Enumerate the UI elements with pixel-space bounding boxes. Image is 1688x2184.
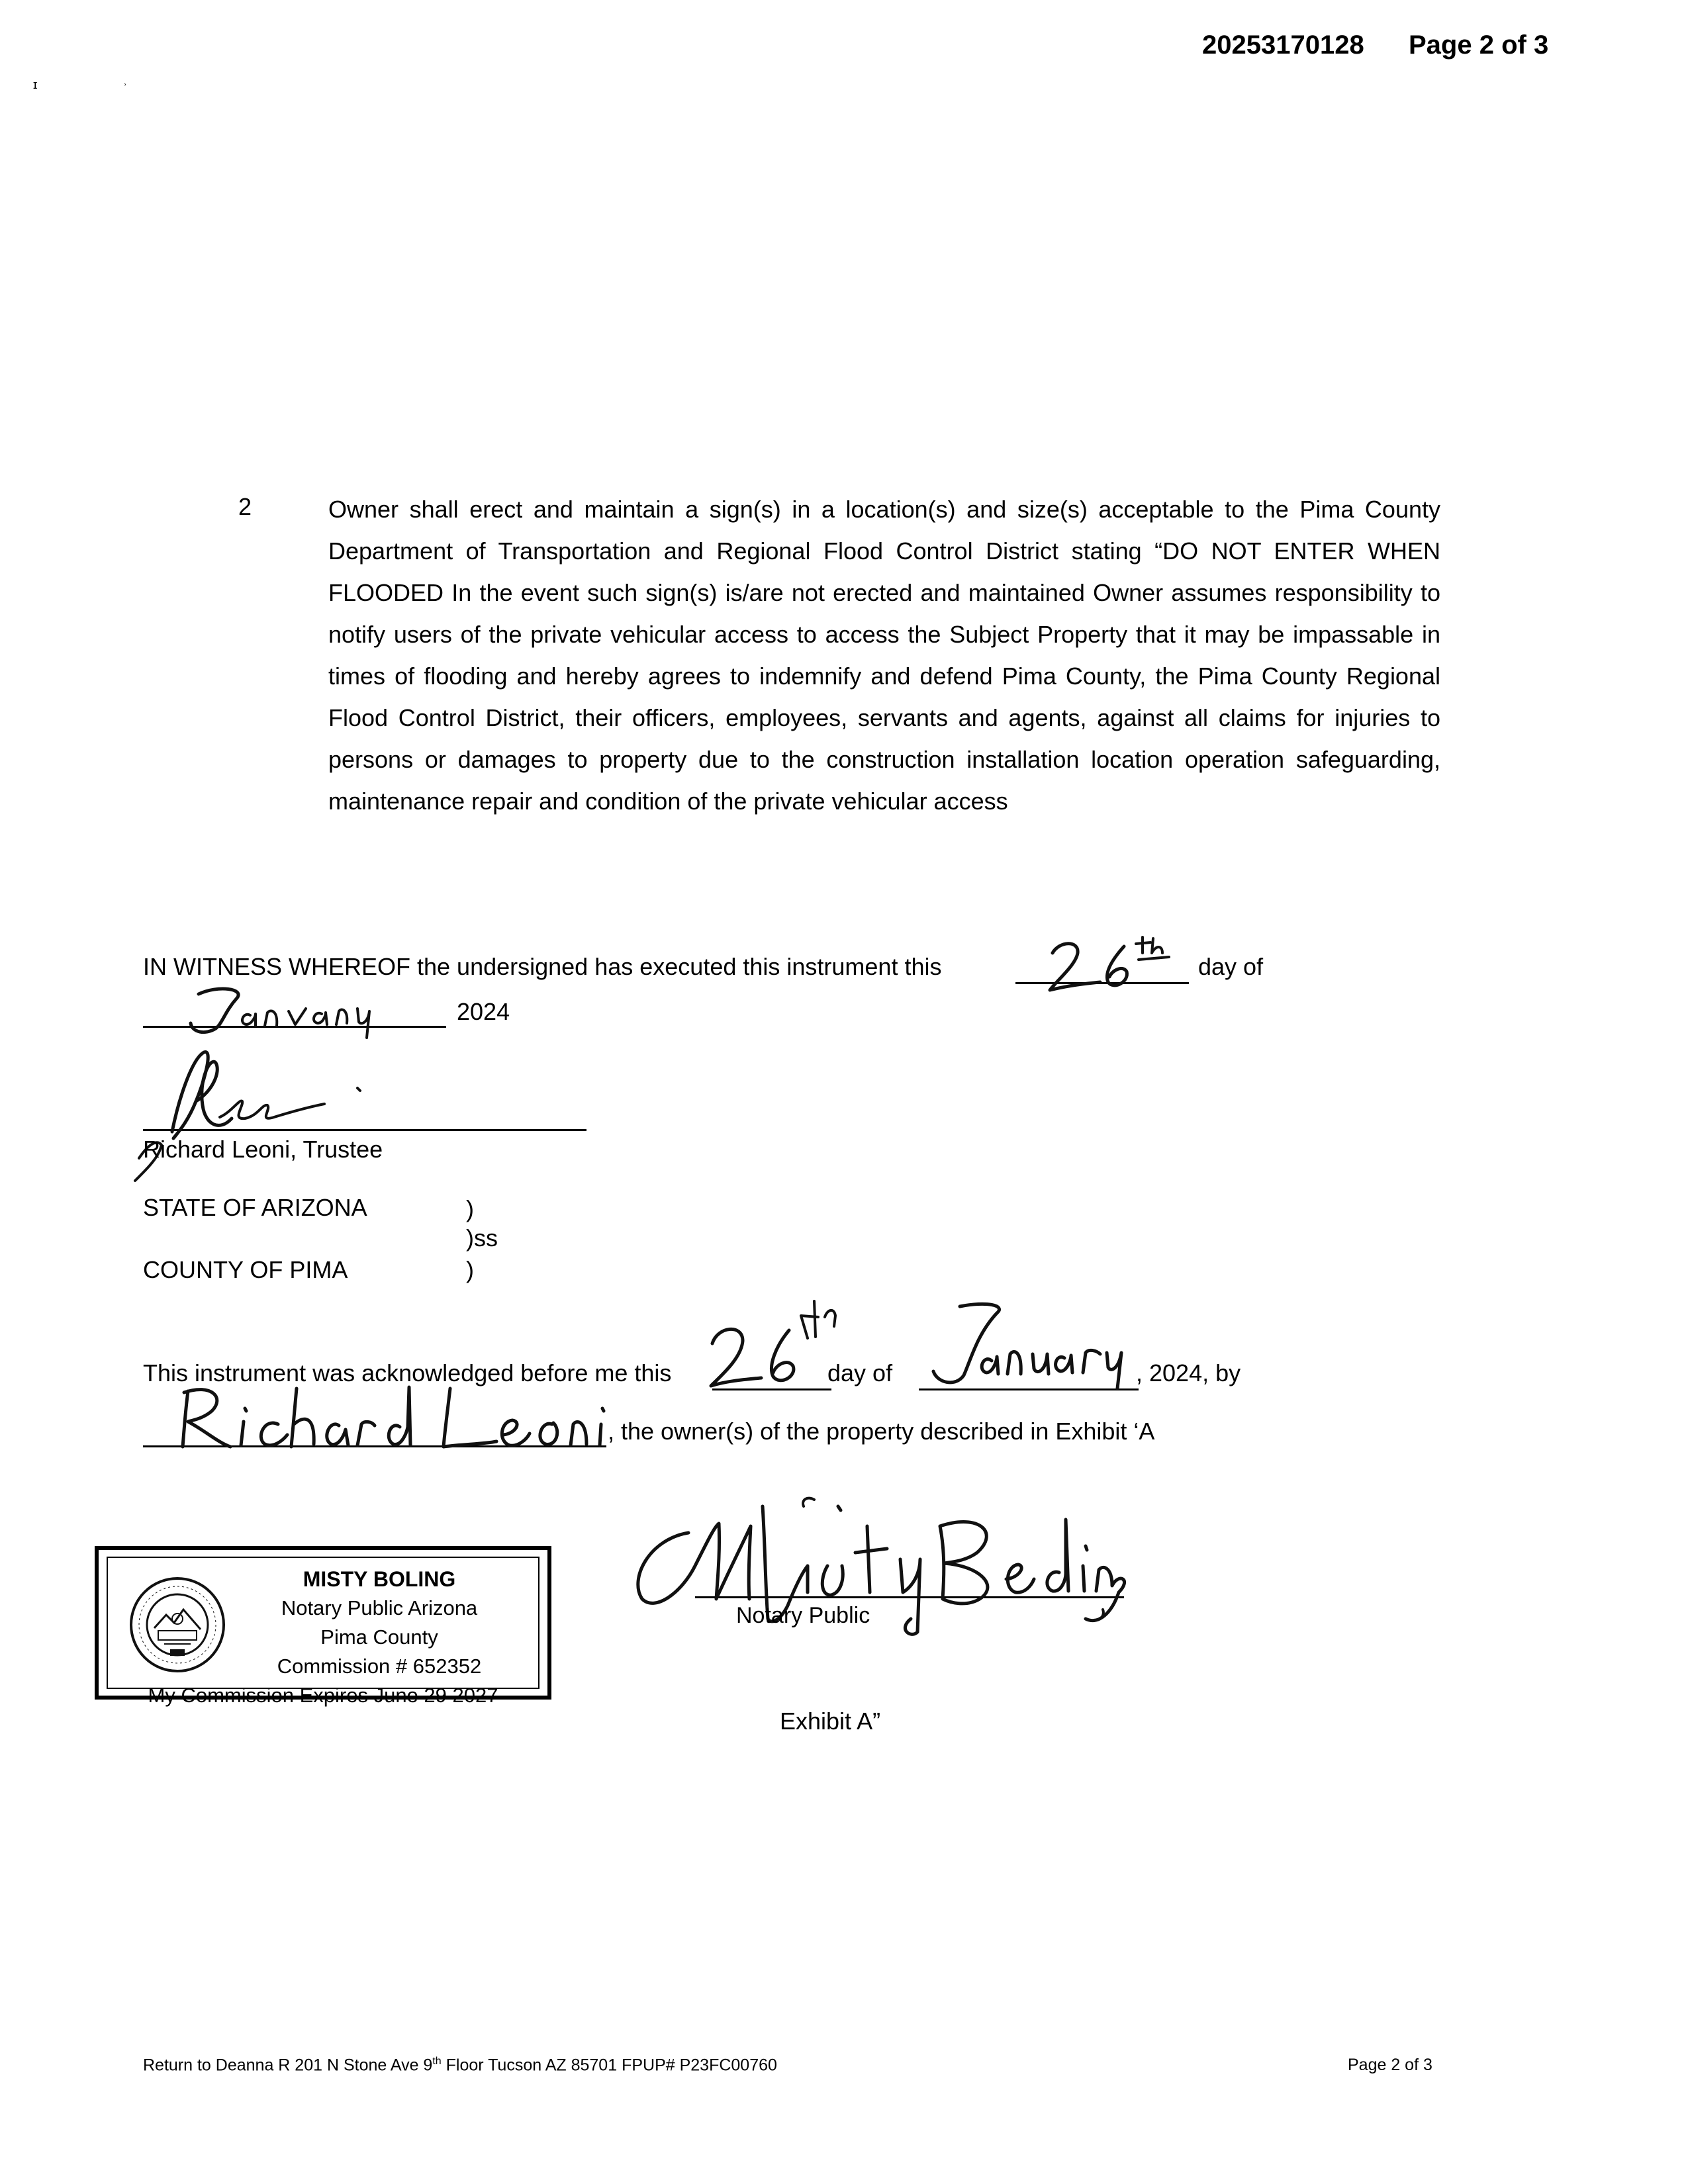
handwritten-day-26th	[1039, 933, 1185, 993]
venue-paren-top: )	[466, 1195, 474, 1222]
signer-caption: Richard Leoni, Trustee	[143, 1136, 383, 1163]
notary-name: MISTY BOLING	[303, 1567, 456, 1591]
notary-stamp	[95, 1546, 551, 1707]
witness-intro: IN WITNESS WHEREOF the undersigned has executed this instrument this	[143, 953, 942, 980]
exhibit-label: Exhibit A”	[780, 1707, 881, 1735]
venue-paren-bottom: )	[466, 1256, 474, 1283]
notary-expires: My Commission Expires June 29 2027	[148, 1684, 498, 1707]
footer-page-number: Page 2 of 3	[1348, 2056, 1432, 2074]
notary-county: Pima County	[320, 1625, 438, 1649]
venue-ss: )ss	[466, 1224, 498, 1251]
notary-commission: Commission # 652352	[277, 1655, 482, 1678]
handwritten-richard-leoni	[159, 1378, 622, 1457]
stray-mark: ʾ	[123, 82, 127, 95]
venue-county: COUNTY OF PIMA	[143, 1256, 348, 1283]
clause-number: 2	[238, 493, 252, 520]
footer-return-prefix: Return to Deanna R 201 N Stone Ave 9	[143, 2056, 433, 2075]
ack-year-by: , 2024, by	[1136, 1359, 1241, 1387]
clause-text: Owner shall erect and maintain a sign(s) in a location(s) and size(s) acceptable to the Pima County Department of Transportation and Regional Flood Control District stating “DO NOT ENTER WHEN FLOODED In the event such sign(s) is/are not erected and maintained Owner assumes responsibility to notify users of the private vehicular access to access the Subject Property that it may be impassable in times of flooding and hereby agrees to indemnify and defend Pima County, the Pima County Regional Flood Control District, their officers, employees, servants and agents, against all claims for injuries to persons or damages to property due to the construction installation location operation safeguarding, maintenance repair and condition of the private vehicular access	[328, 496, 1440, 815]
ack-lead: This instrument was acknowledged before me this	[143, 1359, 672, 1387]
footer-return-to	[143, 2056, 777, 2075]
header-page-number: Page 2 of 3	[1409, 30, 1549, 60]
notary-title: Notary Public Arizona	[281, 1596, 478, 1619]
witness-day-of: day of	[1198, 953, 1264, 980]
ack-owner-text: , the owner(s) of the property described in Exhibit ‘A	[608, 1418, 1155, 1445]
venue-state: STATE OF ARIZONA	[143, 1194, 367, 1221]
ack-day-of: day of	[827, 1359, 893, 1387]
footer-return-suffix: Floor Tucson AZ 85701 FPUP# P23FC00760	[441, 2056, 777, 2075]
handwritten-month-january-ack	[914, 1297, 1152, 1390]
footer-superscript: th	[432, 2056, 442, 2067]
notary-caption: Notary Public	[736, 1603, 870, 1628]
document-number: 20253170128	[1202, 30, 1364, 60]
witness-year: 2024	[457, 998, 510, 1025]
stray-mark: ɪ	[33, 78, 38, 91]
notary-signature	[609, 1480, 1139, 1645]
